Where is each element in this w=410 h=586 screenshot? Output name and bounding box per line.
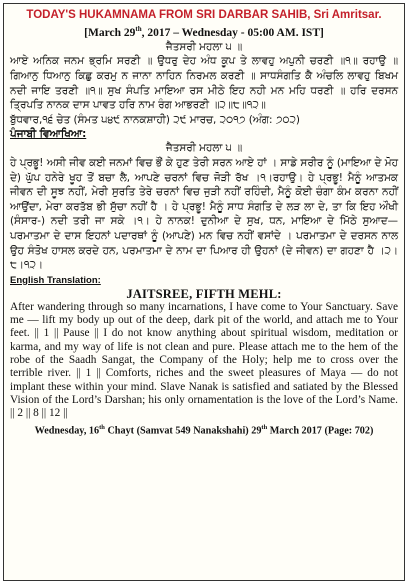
header-date-open: [March 29	[84, 26, 136, 39]
punjabi-label: ਪੰਜਾਬੀ ਵਿਆਖਿਆ:	[10, 128, 87, 141]
page-title: TODAY'S HUKAMNAMA FROM SRI DARBAR SAHIB, Sri Amritsar.	[26, 9, 382, 21]
english-text: After wandering through so many incarnations, I have come to Your Sanctuary. Save me — lift my body up out of the deep, dark pit of the world, and attach me to Your feet. || 1 || Pause || I do not know anything about spiritual wisdom, meditation or karma, and my way of life is not clean and pure. Please attach me to the hem of the robe of the Saadh Sangat, the Company of the Holy; help me to cross over the terrible river. || 1 || Comforts, riches and the sweet pleasures of Maya — do not implant these within your mind. Slave Nanak is satisfied and satiated by the Blessed Vision of the Lord’s Darshan; his only ornamentation is the love of the Lord’s Name. || 2 || 8 || 12 ||	[10, 300, 398, 420]
header-date-rest: , 2017 – Wednesday - 05:00 AM. IST]	[141, 26, 324, 39]
footer-part-c: March 2017 (Page: 702)	[267, 425, 374, 437]
punjabi-heading: ਜੈਤਸਰੀ ਮਹਲਾ ੫ ॥	[165, 142, 243, 155]
gurmukhi-text: ਆਏ ਅਨਿਕ ਜਨਮ ਭ੍ਰਮਿ ਸਰਣੀ ॥ ਉਧਰੁ ਦੇਹ ਅੰਧ ਕੂਪ ਤੇ ਲਾਵਹੁ ਅਪੁਨੀ ਚਰਣੀ ॥੧॥ ਰਹਾਉ ॥ ਗਿਆਨੁ ਧਿਆਨੁ ਕਿਛੁ ਕਰਮੁ ਨ ਜਾਨਾ ਨਾਹਿਨ ਨਿਰਮਲ ਕਰਣੀ ॥ ਸਾਧਸੰਗਤਿ ਕੈ ਅੰਚਲਿ ਲਾਵਹੁ ਬਿਖਮ ਨਦੀ ਜਾਇ ਤਰਣੀ ॥੧॥ ਸੁਖ ਸੰਪਤਿ ਮਾਇਆ ਰਸ ਮੀਠੇ ਇਹ ਨਹੀ ਮਨ ਮਹਿ ਧਰਣੀ ॥ ਹਰਿ ਦਰਸਨ ਤ੍ਰਿਪਤਿ ਨਾਨਕ ਦਾਸ ਪਾਵਤ ਹਰਿ ਨਾਮ ਰੰਗ ਆਭਰਣੀ ॥੨॥੮॥੧੨॥	[10, 55, 398, 112]
english-heading: JAITSREE, FIFTH MEHL:	[126, 286, 282, 301]
gurmukhi-heading: ਜੈਤਸਰੀ ਮਹਲਾ ੫ ॥	[165, 40, 243, 53]
footer-part-a: Wednesday, 16	[34, 425, 100, 437]
footer-sup-a: th	[99, 424, 105, 432]
hukamnama-page	[3, 3, 405, 581]
footer-part-b: Chayt (Samvat 549 Nanakshahi) 29	[104, 425, 262, 437]
english-footer-date	[10, 421, 398, 437]
punjabi-text: ਹੇ ਪ੍ਰਭੂ! ਅਸੀ ਜੀਵ ਕਈ ਜਨਮਾਂ ਵਿਚ ਭੌਂ ਕੇ ਹੁਣ ਤੇਰੀ ਸਰਨ ਆਏ ਹਾਂ । ਸਾਡੇ ਸਰੀਰ ਨੂੰ (ਮਾਇਆ ਦੇ ਮੋਹ ਦੇ) ਘੁੱਪ ਹਨੇਰੇ ਖੂਹ ਤੋਂ ਬਚਾ ਲੈ, ਆਪਣੇ ਚਰਨਾਂ ਵਿਚ ਜੋੜੀ ਰੱਖ ।੧।ਰਹਾਉ। ਹੇ ਪ੍ਰਭੂ! ਮੈਨੂੰ ਆਤਮਕ ਜੀਵਨ ਦੀ ਸੂਝ ਨਹੀਂ, ਮੇਰੀ ਸੁਰਤਿ ਤੇਰੇ ਚਰਨਾਂ ਵਿਚ ਜੁੜੀ ਨਹੀਂ ਰਹਿੰਦੀ, ਮੈਨੂੰ ਕੋਈ ਚੰਗਾ ਕੰਮ ਕਰਨਾ ਨਹੀਂ ਆਉਂਦਾ, ਮੇਰਾ ਕਰਤੱਬ ਭੀ ਸੁੱਚਾ ਨਹੀਂ ਹੈ । ਹੇ ਪ੍ਰਭੂ! ਮੈਨੂੰ ਸਾਧ ਸੰਗਤਿ ਦੇ ਲੜ ਲਾ ਦੇ, ਤਾ ਕਿ ਇਹ ਔਖੀ (ਸੰਸਾਰ-) ਨਦੀ ਤਰੀ ਜਾ ਸਕੇ ।੧। ਹੇ ਨਾਨਕ! ਦੁਨੀਆ ਦੇ ਸੁਖ, ਧਨ, ਮਾਇਆ ਦੇ ਮਿੱਠੇ ਸੁਆਦ—ਪਰਮਾਤਮਾ ਦੇ ਦਾਸ ਇਹਨਾਂ ਪਦਾਰਥਾਂ ਨੂੰ (ਆਪਣੇ) ਮਨ ਵਿਚ ਨਹੀਂ ਵਸਾਂਦੇ । ਪਰਮਾਤਮਾ ਦੇ ਦਰਸਨ ਨਾਲ ਉਹ ਸੰਤੋਖ ਹਾਸਲ ਕਰਦੇ ਹਨ, ਪਰਮਾਤਮਾ ਦੇ ਨਾਮ ਦਾ ਪਿਆਰ ਹੀ ਉਹਨਾਂ (ਦੇ ਜੀਵਨ) ਦਾ ਗਹਣਾ ਹੈ ।੨।੮।੧੨।	[10, 156, 398, 272]
english-label: English Translation:	[10, 274, 101, 286]
gurmukhi-date: ਬੁੱਧਵਾਰ,੧੬ ਚੇਤ (ਸੰਮਤ ੫੪੯ ਨਾਨਕਸ਼ਾਹੀ) ੨੯ ਮਾਰਚ, ੨੦੧੭ (ਅੰਗ: ੭੦੨)	[10, 113, 300, 126]
header-date	[10, 22, 398, 40]
footer-sup-b: th	[261, 424, 268, 432]
header-date-sup: th	[135, 25, 142, 33]
